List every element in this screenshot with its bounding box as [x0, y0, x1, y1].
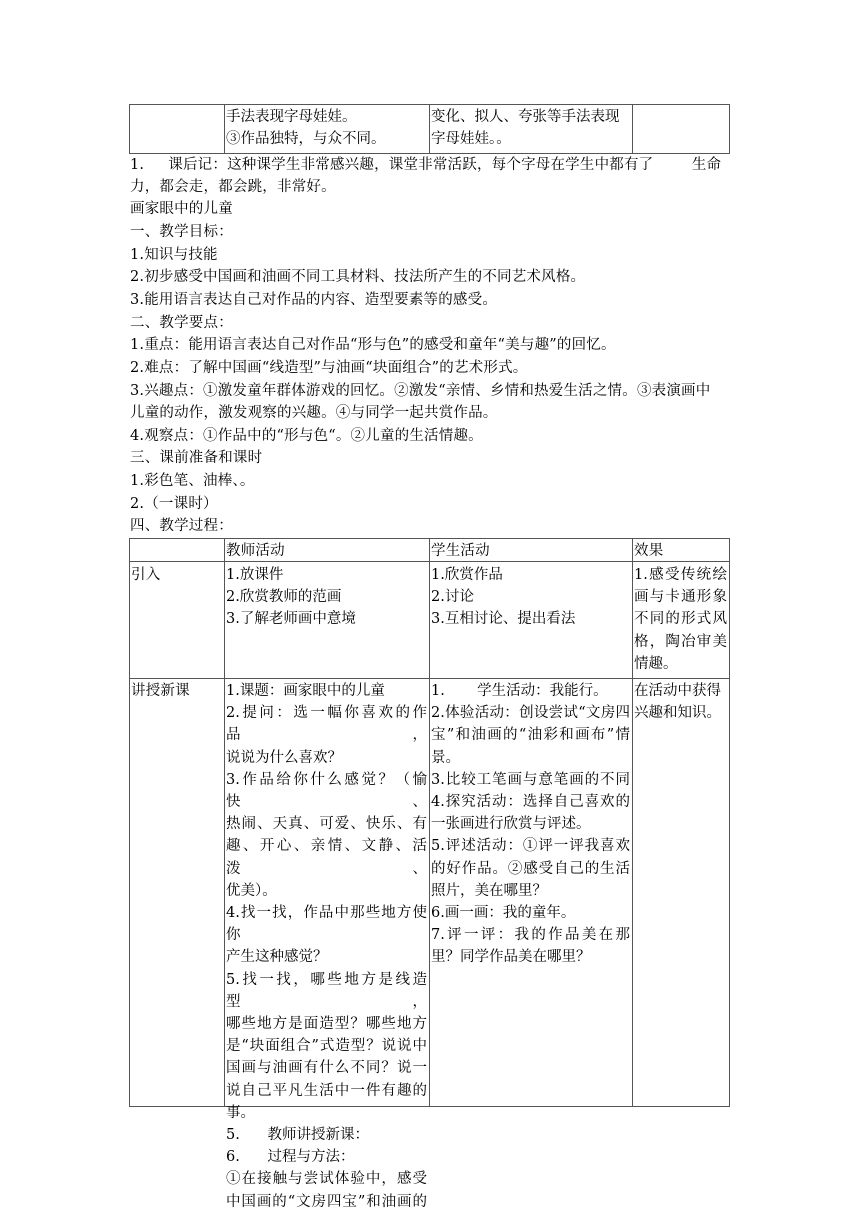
cell-line: 1.感受传统绘 [634, 567, 727, 583]
cell-line: 5. 教师讲授新课： [226, 1127, 369, 1144]
cell-line: 不同的形式风 [634, 611, 727, 628]
row-label-new-lesson: 讲授新课 [131, 683, 190, 699]
cell-line: 画与卡通形象 [634, 589, 727, 606]
key-point: 2.难点：了解中国画“线造型”与油画“块面组合”的艺术形式。 [130, 360, 528, 376]
table-border [729, 104, 730, 154]
cell-line: 1.放课件 [226, 567, 284, 583]
table-border [632, 104, 633, 154]
table-border [224, 538, 225, 1107]
cell-line: 5.评述活动：①评一评我喜欢 [431, 838, 630, 855]
cell-line: 照片，美在哪里？ [431, 882, 547, 899]
cell-line: 情趣。 [634, 655, 678, 672]
cell-line: 趣、开心、亲情、文静、活泼、 [226, 838, 427, 877]
cell-line: 事。 [226, 1104, 255, 1121]
cell-line: 哪些地方是面造型？哪些地方 [226, 1016, 427, 1033]
cell-line: 宝”和油画的“油彩和画布”情 [431, 727, 630, 744]
table-border [632, 538, 633, 1107]
cell-line: 1.欣赏作品 [431, 567, 503, 583]
cell-line: 3.作品给你什么感觉？（愉快、 [226, 771, 427, 811]
cell-line: 格，陶冶审美 [634, 633, 727, 650]
cell-line: 2.体验活动：创设尝试“文房四 [431, 705, 630, 722]
table-border [729, 538, 730, 1107]
cell-line: 热闹、天真、可爱、快乐、有 [226, 816, 427, 833]
key-point: 1.重点：能用语言表达自己对作品“形与色”的感受和童年“美与趣”的回忆。 [130, 337, 616, 353]
cell-line: 4.探究活动：选择自己喜欢的 [431, 794, 630, 811]
cell-line: 的好作品。②感受自己的生活 [431, 860, 630, 877]
prep-item: 2.（一课时） [130, 496, 218, 512]
intro-teacher-cell [226, 564, 426, 631]
cell-line: 国画与油画有什么不同？说一 [226, 1060, 427, 1077]
lesson-title: 画家眼中的儿童 [130, 201, 233, 217]
cell-line: 4.找一找，作品中那些地方使你 [226, 905, 427, 944]
goal-item: 1.知识与技能 [130, 247, 218, 263]
section-heading: 一、教学目标： [130, 224, 233, 240]
cell-line: 5.找一找，哪些地方是线造型， [226, 971, 427, 1010]
cell-line: 中国画的“文房四宝”和油画的 [226, 1193, 427, 1210]
cell-line: 是“块面组合”式造型？说说中 [226, 1038, 427, 1055]
cell-line: 3.互相讨论、提出看法 [431, 611, 576, 628]
goal-item: 3.能用语言表达自己对作品的内容、造型要素等的感受。 [130, 292, 498, 308]
cell-line: 3.比较工笔画与意笔画的不同 [431, 771, 630, 788]
cell-line: 手法表现字母娃娃。 [226, 109, 357, 125]
cell-line: 兴趣和知识。 [634, 705, 721, 722]
new-student-cell [431, 680, 630, 969]
key-point: 4.观察点：①作品中的“形与色“。②儿童的生活情趣。 [130, 428, 483, 444]
cell-line: 说说为什么喜欢？ [226, 749, 342, 766]
cell-line: 1.课题：画家眼中的儿童 [226, 683, 385, 699]
cell-line: 7.评一评：我的作品美在那 [431, 927, 630, 944]
cell-line: 3.了解老师画中意境 [226, 611, 356, 628]
cell-line: 说自己平凡生活中一件有趣的 [226, 1082, 427, 1099]
new-teacher-cell [226, 680, 427, 1213]
section-heading: 三、课前准备和课时 [130, 450, 263, 466]
cell-line: 字母娃娃。。 [431, 131, 511, 148]
cell-line: 里？同学作品美在哪里？ [431, 949, 591, 966]
section-heading: 四、教学过程： [130, 518, 233, 534]
cell-line: 2.欣赏教师的范画 [226, 589, 342, 606]
table-cell [431, 106, 631, 150]
table-border [429, 104, 430, 154]
cell-line: 产生这种感觉？ [226, 949, 328, 966]
cell-line: 一张画进行欣赏与评述。 [431, 816, 591, 833]
cell-line: 在活动中获得 [634, 683, 721, 699]
row-label-intro: 引入 [131, 567, 161, 583]
table-cell [226, 106, 426, 150]
table-border [429, 538, 430, 1107]
cell-line: 1. 学生活动：我能行。 [431, 683, 608, 699]
header-student: 学生活动 [431, 543, 490, 559]
after-class-note: 1. 课后记：这种课学生非常感兴趣，课堂非常活跃，每个字母在学生中都有了 生命 [130, 157, 722, 173]
cell-line: 6.画一画：我的童年。 [431, 905, 576, 922]
prep-item: 1.彩色笔、油棒、。 [130, 473, 255, 489]
goal-item: 2.初步感受中国画和油画不同工具材料、技法所产生的不同艺术风格。 [130, 269, 586, 285]
cell-line: 变化、拟人、夸张等手法表现 [431, 109, 620, 125]
header-effect: 效果 [634, 543, 664, 559]
cell-line: ③作品独特，与众不同。 [226, 131, 386, 148]
cell-line: 2.提问：选一幅你喜欢的作品， [226, 705, 427, 744]
key-point-cont: 儿童的动作，激发观察的兴趣。④与同学一起共赏作品。 [130, 405, 498, 421]
cell-line: ①在接触与尝试体验中，感受 [226, 1171, 427, 1188]
cell-line: 6. 过程与方法： [226, 1149, 355, 1166]
intro-student-cell [431, 564, 631, 631]
table-border [224, 104, 225, 154]
cell-line: 2.讨论 [431, 589, 474, 606]
cell-line: 景。 [431, 749, 460, 766]
cell-line: 优美）。 [226, 882, 277, 899]
key-point: 3.兴趣点：①激发童年群体游戏的回忆。②激发“亲情、乡情和热爱生活之情。③表演画中 [130, 383, 711, 399]
table-border [129, 104, 130, 154]
section-heading: 二、教学要点： [130, 315, 233, 331]
table-border [129, 538, 130, 1107]
new-effect-cell [634, 680, 727, 724]
after-class-note-cont: 力，都会走，都会跳，非常好。 [130, 179, 336, 195]
intro-effect-cell [634, 564, 727, 675]
header-teacher: 教师活动 [226, 543, 285, 559]
